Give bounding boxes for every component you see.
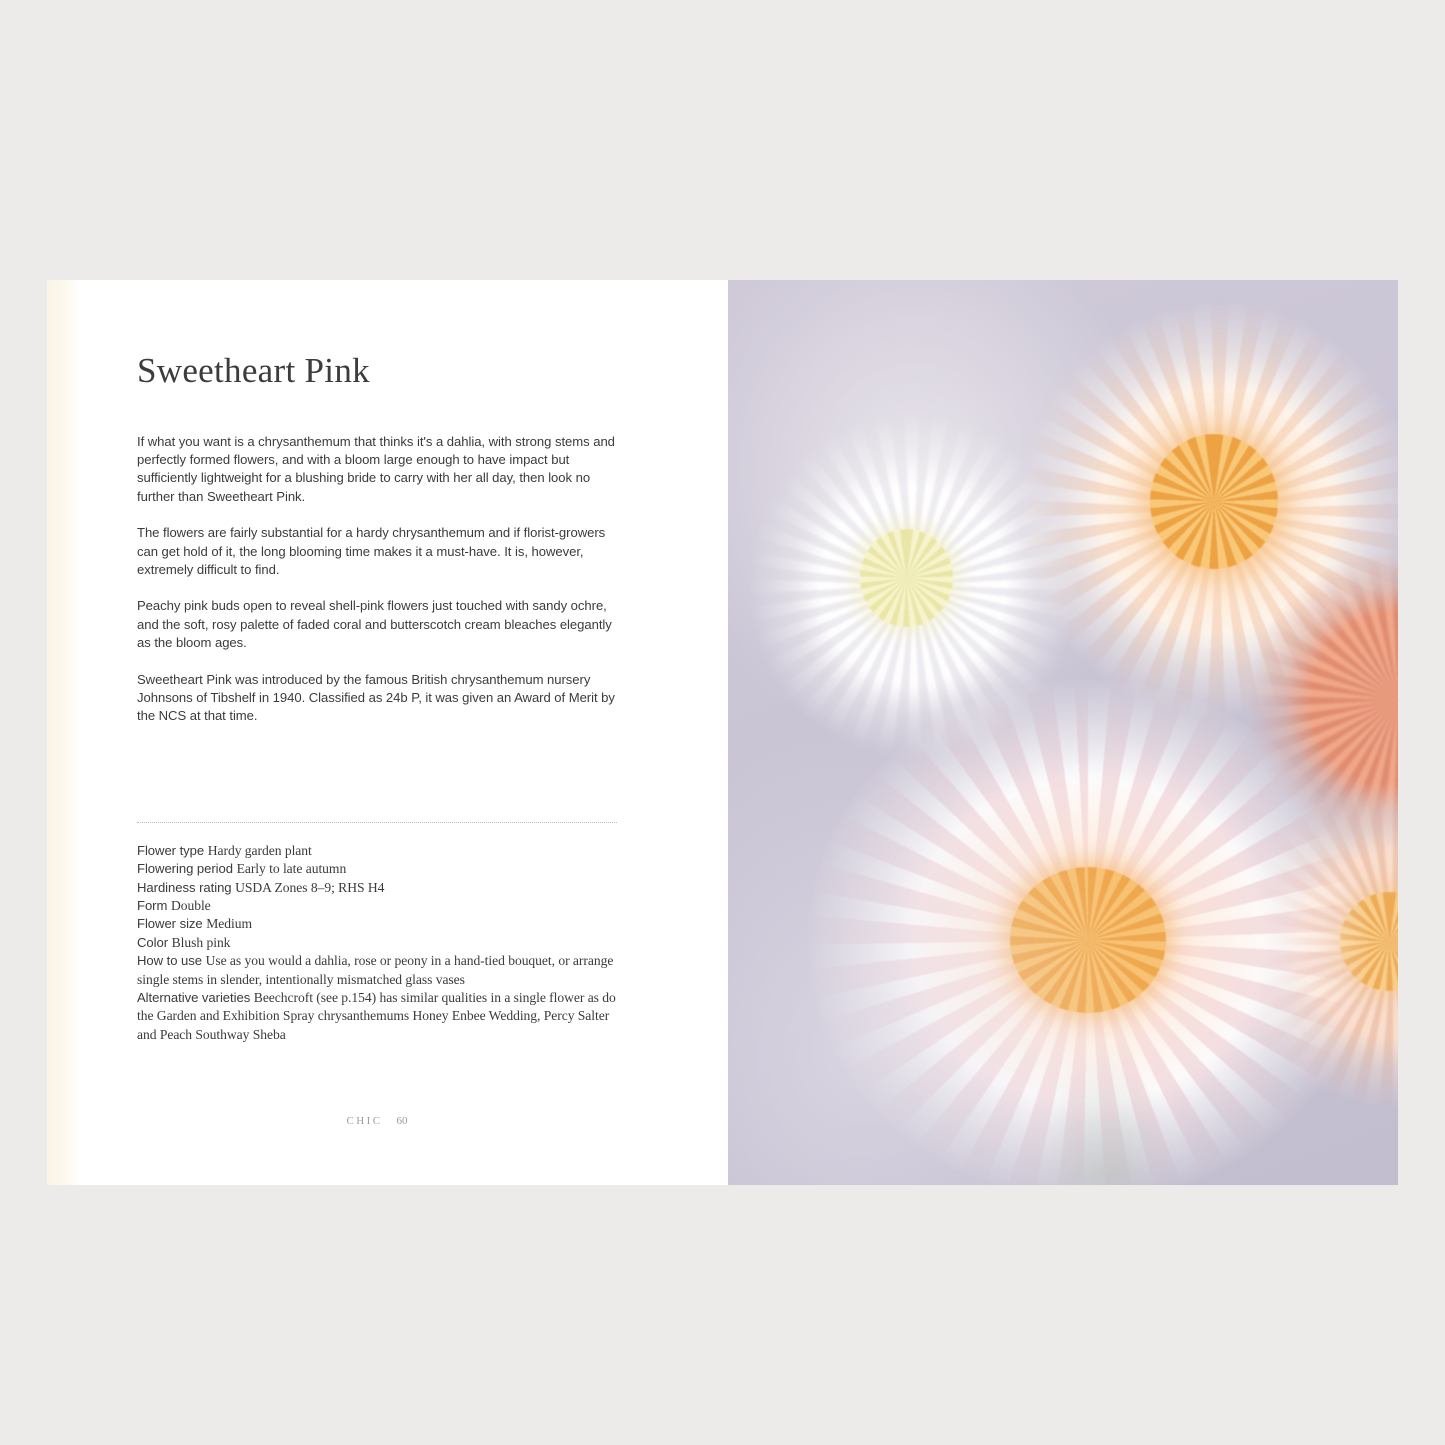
flower-center xyxy=(1150,434,1278,568)
page-title: Sweetheart Pink xyxy=(137,351,370,390)
spec-row-hardiness-rating xyxy=(137,879,617,897)
body-paragraph-2: The flowers are fairly substantial for a hardy chrysanthemum and if florist-growers can get hold of it, the long blooming time makes it a must-have. It is, however, extremely difficult to find. xyxy=(137,525,606,577)
body-paragraph-3: Peachy pink buds open to reveal shell-pink flowers just touched with sandy ochre, and the soft, rosy palette of faded coral and butterscotch cream bleaches elegantly as the bloom ages. xyxy=(137,598,612,651)
left-page-content xyxy=(137,280,617,1185)
folio xyxy=(137,1115,617,1127)
spec-label: Color xyxy=(137,934,172,950)
spec-label: Form xyxy=(137,898,171,913)
spec-row-flower-size xyxy=(137,915,617,933)
body-paragraph-1: If what you want is a chrysanthemum that thinks it's a dahlia, with strong stems and perfectly formed flowers, and with a bloom large enough to have impact but sufficiently lightweight for a blushing bride to carry with her all day, then look no further than Sweetheart Pink. xyxy=(137,433,615,504)
spec-label: How to use xyxy=(137,953,206,969)
spec-label: Hardiness rating xyxy=(137,879,236,895)
body-paragraph-4: Sweetheart Pink was introduced by the famous British chrysanthemum nursery Johnsons of Tibshelf in 1940. Classified as 24b P, it was given an Award of Merit by the NCS at that time. xyxy=(137,671,615,724)
spec-row-how-to-use xyxy=(137,952,617,989)
left-page xyxy=(80,280,728,1185)
flower-center xyxy=(860,529,952,627)
page-number: 60 xyxy=(396,1115,408,1127)
spec-row-color xyxy=(137,934,617,952)
page-gutter xyxy=(47,280,80,1185)
spec-value: Early to late autumn xyxy=(236,861,347,877)
spec-label: Flower type xyxy=(137,842,208,858)
spec-value: Blush pink xyxy=(171,934,231,950)
section-divider xyxy=(137,822,617,824)
spec-row-flower-type xyxy=(137,842,617,860)
spec-label: Flower size xyxy=(137,916,207,932)
book-spread xyxy=(47,280,1398,1185)
spec-value: Use as you would a dahlia, rose or peony in a hand-tied bouquet, or arrange single stems in slender, intentionally mismatched glass vases xyxy=(137,953,614,987)
spec-label: Flowering period xyxy=(137,861,237,877)
spec-value: Medium xyxy=(206,916,253,932)
flower-photograph xyxy=(728,280,1398,1185)
spec-value: Double xyxy=(170,898,211,913)
spec-row-alternative-varieties xyxy=(137,989,617,1044)
running-head: CHIC xyxy=(346,1115,383,1127)
spec-label: Alternative varieties xyxy=(137,990,254,1006)
right-page xyxy=(728,280,1398,1185)
spec-value: Beechcroft (see p.154) has similar qualities in a single flower as do the Garden and Exhibition Spray chrysanthemums Honey Enbee Wedding, Percy Salter and Peach Southway Sheba xyxy=(137,990,616,1042)
spec-row-flowering-period xyxy=(137,860,617,878)
spec-value: USDA Zones 8–9; RHS H4 xyxy=(235,879,385,895)
spec-row-form xyxy=(137,897,617,915)
specifications-list xyxy=(137,842,617,1044)
spec-value: Hardy garden plant xyxy=(207,842,312,858)
stem-blur xyxy=(1028,975,1178,1185)
